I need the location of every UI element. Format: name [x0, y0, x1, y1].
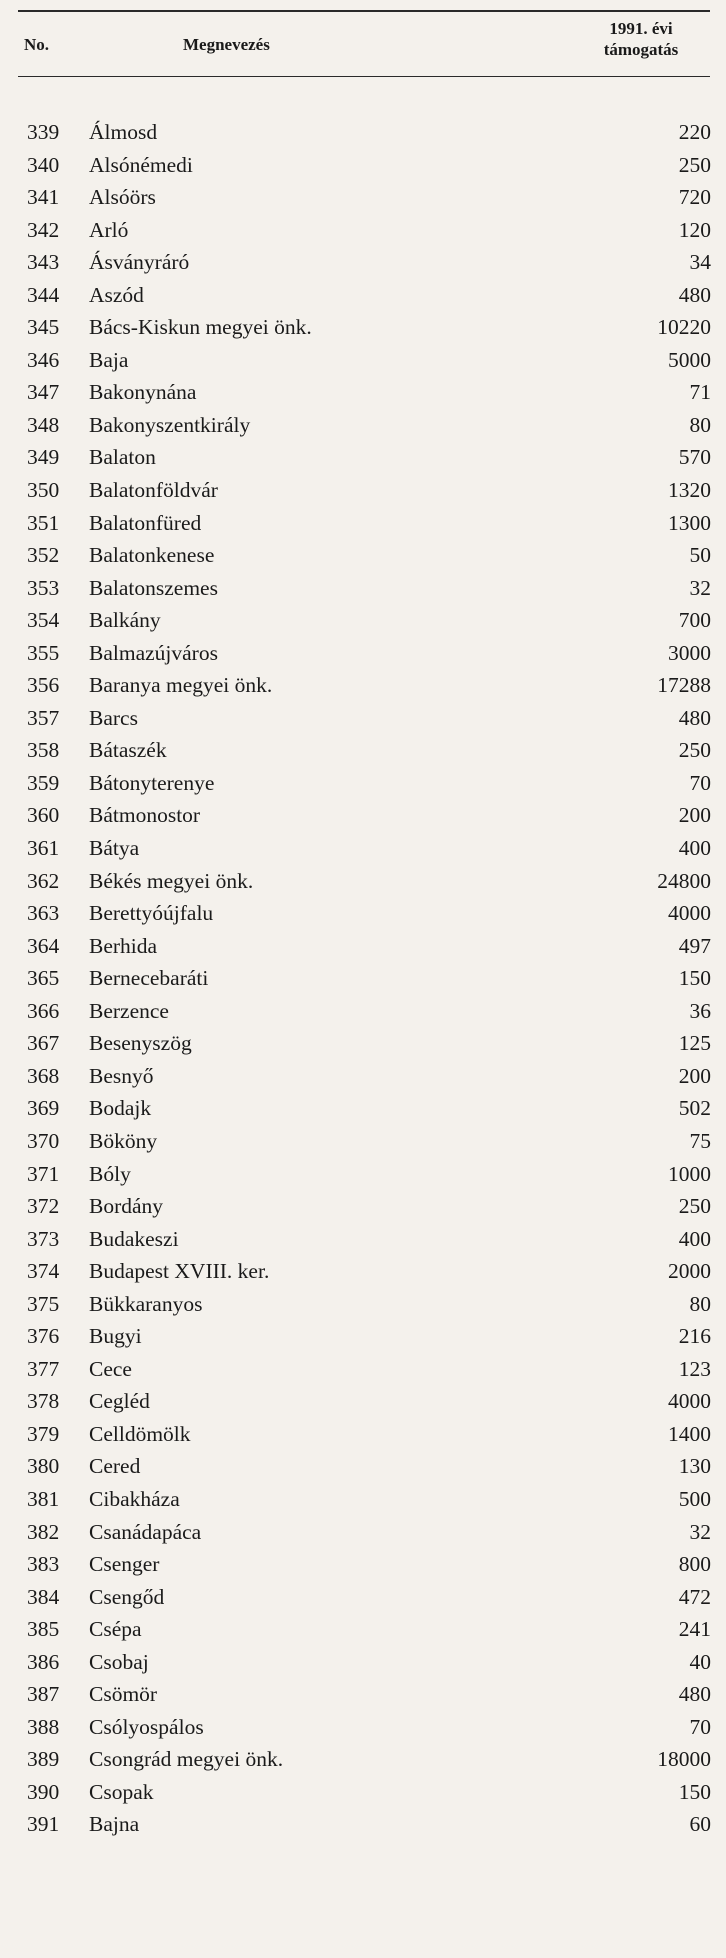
row-name: Balmazújváros	[89, 640, 218, 665]
table-row	[0, 1125, 726, 1158]
table-row	[0, 865, 726, 898]
row-number: 342	[27, 217, 60, 242]
row-name: Alsónémedi	[89, 152, 193, 177]
row-number: 388	[27, 1714, 60, 1739]
row-number: 368	[27, 1063, 60, 1088]
row-number: 372	[27, 1194, 60, 1219]
table-row	[0, 669, 726, 702]
row-name: Bugyi	[89, 1324, 142, 1349]
row-number: 366	[27, 998, 60, 1023]
row-value: 50	[689, 543, 711, 568]
row-name: Bakonyszentkirály	[89, 412, 251, 437]
row-number: 361	[27, 836, 60, 861]
table-row	[0, 1353, 726, 1386]
row-value: 250	[678, 152, 711, 177]
table-row	[0, 376, 726, 409]
row-name: Cegléd	[89, 1389, 150, 1414]
row-number: 354	[27, 608, 60, 633]
row-name: Bács-Kiskun megyei önk.	[89, 315, 312, 340]
row-name: Bátmonostor	[89, 803, 201, 828]
row-name: Cece	[89, 1356, 132, 1381]
table-row	[0, 702, 726, 735]
row-name: Csanádapáca	[89, 1519, 202, 1544]
row-number: 370	[27, 1128, 60, 1153]
row-name: Bóly	[89, 1161, 131, 1186]
row-value: 400	[678, 836, 711, 861]
row-name: Balatonfüred	[89, 510, 202, 535]
row-number: 390	[27, 1779, 60, 1804]
table-row	[0, 1158, 726, 1191]
row-name: Aszód	[89, 282, 144, 307]
row-name: Bükkaranyos	[89, 1291, 203, 1316]
row-name: Álmosd	[89, 120, 158, 144]
table-row	[0, 344, 726, 377]
table-row	[0, 214, 726, 247]
row-value: 71	[689, 380, 711, 405]
row-value: 241	[678, 1617, 711, 1642]
row-value: 472	[678, 1584, 711, 1609]
table-row	[0, 1516, 726, 1549]
row-value: 200	[678, 803, 711, 828]
row-name: Arló	[89, 217, 129, 242]
table-row	[0, 637, 726, 670]
row-number: 351	[27, 510, 60, 535]
row-value: 250	[678, 1194, 711, 1219]
row-value: 1400	[668, 1421, 711, 1446]
table-row	[0, 799, 726, 832]
row-number: 373	[27, 1226, 60, 1251]
row-value: 120	[678, 217, 711, 242]
row-value: 32	[689, 575, 711, 600]
table-row	[0, 149, 726, 182]
table-row	[0, 1743, 726, 1776]
row-value: 400	[678, 1226, 711, 1251]
row-name: Besnyő	[89, 1063, 154, 1088]
row-number: 356	[27, 673, 60, 698]
row-name: Baja	[89, 347, 129, 372]
row-name: Bátya	[89, 836, 140, 861]
table-row	[0, 1190, 726, 1223]
table-row	[0, 930, 726, 963]
row-number: 357	[27, 705, 60, 730]
row-number: 380	[27, 1454, 60, 1479]
row-name: Alsóörs	[89, 185, 156, 210]
row-name: Bakonynána	[89, 380, 197, 405]
row-number: 369	[27, 1096, 60, 1121]
table-row	[0, 1223, 726, 1256]
table-row	[0, 1808, 726, 1841]
row-value: 497	[678, 933, 711, 958]
table-row	[0, 1646, 726, 1679]
row-value: 1320	[668, 478, 711, 503]
row-name: Balaton	[89, 445, 156, 470]
row-name: Csömör	[89, 1682, 158, 1707]
row-value: 34	[689, 250, 711, 275]
row-name: Csépa	[89, 1617, 142, 1642]
row-name: Békés megyei önk.	[89, 868, 254, 893]
row-value: 200	[678, 1063, 711, 1088]
table-row	[0, 1776, 726, 1809]
row-number: 358	[27, 738, 60, 763]
row-value: 1300	[668, 510, 711, 535]
table-row	[0, 1711, 726, 1744]
table-row	[0, 311, 726, 344]
row-number: 352	[27, 543, 60, 568]
table-row	[0, 1288, 726, 1321]
row-name: Csopak	[89, 1779, 154, 1804]
row-number: 359	[27, 770, 60, 795]
row-number: 341	[27, 185, 60, 210]
column-header-support-line2: támogatás	[603, 40, 679, 59]
column-header-name: Megnevezés	[183, 35, 270, 54]
row-number: 350	[27, 478, 60, 503]
table-row	[0, 1418, 726, 1451]
row-name: Bajna	[89, 1812, 140, 1837]
row-number: 389	[27, 1747, 60, 1772]
row-value: 3000	[668, 640, 711, 665]
row-name: Bordány	[89, 1194, 164, 1219]
row-value: 480	[678, 705, 711, 730]
row-value: 150	[678, 966, 711, 991]
row-number: 376	[27, 1324, 60, 1349]
row-name: Cibakháza	[89, 1486, 180, 1511]
row-name: Berettyóújfalu	[89, 901, 214, 926]
row-name: Budakeszi	[89, 1226, 179, 1251]
row-number: 391	[27, 1812, 60, 1837]
table-row	[0, 1678, 726, 1711]
row-number: 343	[27, 250, 60, 275]
row-name: Balatonföldvár	[89, 478, 218, 503]
row-name: Csenger	[89, 1552, 160, 1577]
row-number: 387	[27, 1682, 60, 1707]
row-value: 216	[678, 1324, 711, 1349]
row-number: 364	[27, 933, 60, 958]
row-name: Bernecebaráti	[89, 966, 209, 991]
row-value: 36	[689, 998, 711, 1023]
row-value: 70	[689, 770, 711, 795]
column-header-support-line1: 1991. évi	[609, 19, 673, 38]
row-number: 381	[27, 1486, 60, 1511]
table-row	[0, 962, 726, 995]
row-number: 353	[27, 575, 60, 600]
row-value: 5000	[668, 347, 711, 372]
row-value: 24800	[657, 868, 711, 893]
table-row	[0, 1450, 726, 1483]
header-bottom-rule	[18, 76, 710, 77]
table-row	[0, 1385, 726, 1418]
table-row	[0, 572, 726, 605]
row-name: Budapest XVIII. ker.	[89, 1259, 270, 1284]
table-row	[0, 832, 726, 865]
table-row	[0, 734, 726, 767]
header-top-rule	[18, 10, 710, 12]
row-value: 220	[678, 120, 711, 144]
row-value: 125	[678, 1031, 711, 1056]
row-name: Bodajk	[89, 1096, 152, 1121]
row-name: Celldömölk	[89, 1421, 191, 1446]
table-row	[0, 1613, 726, 1646]
row-number: 362	[27, 868, 60, 893]
row-name: Bátonyterenye	[89, 770, 215, 795]
table-row	[0, 1060, 726, 1093]
row-number: 339	[27, 120, 60, 144]
row-number: 385	[27, 1617, 60, 1642]
row-number: 374	[27, 1259, 60, 1284]
row-value: 2000	[668, 1259, 711, 1284]
table-row	[0, 409, 726, 442]
row-number: 367	[27, 1031, 60, 1056]
row-number: 378	[27, 1389, 60, 1414]
row-name: Csobaj	[89, 1649, 149, 1674]
row-number: 346	[27, 347, 60, 372]
row-number: 365	[27, 966, 60, 991]
row-value: 4000	[668, 1389, 711, 1414]
row-name: Csólyospálos	[89, 1714, 204, 1739]
row-value: 10220	[657, 315, 711, 340]
row-value: 502	[678, 1096, 711, 1121]
row-name: Bátaszék	[89, 738, 167, 763]
row-value: 80	[689, 412, 711, 437]
row-number: 386	[27, 1649, 60, 1674]
table-row	[0, 1548, 726, 1581]
row-value: 17288	[657, 673, 711, 698]
row-value: 18000	[657, 1747, 711, 1772]
row-name: Bököny	[89, 1128, 158, 1153]
row-number: 383	[27, 1552, 60, 1577]
row-name: Berzence	[89, 998, 169, 1023]
row-name: Cered	[89, 1454, 141, 1479]
row-name: Balkány	[89, 608, 161, 633]
row-name: Csongrád megyei önk.	[89, 1747, 284, 1772]
row-number: 347	[27, 380, 60, 405]
row-value: 570	[678, 445, 711, 470]
row-number: 375	[27, 1291, 60, 1316]
row-name: Balatonkenese	[89, 543, 215, 568]
row-number: 382	[27, 1519, 60, 1544]
row-number: 349	[27, 445, 60, 470]
row-name: Balatonszemes	[89, 575, 218, 600]
row-value: 123	[678, 1356, 711, 1381]
table-row	[0, 1320, 726, 1353]
row-number: 340	[27, 152, 60, 177]
row-number: 360	[27, 803, 60, 828]
row-value: 130	[678, 1454, 711, 1479]
table-row	[0, 604, 726, 637]
row-number: 371	[27, 1161, 60, 1186]
row-name: Ásványráró	[89, 250, 190, 275]
row-number: 363	[27, 901, 60, 926]
table-row	[0, 539, 726, 572]
table-row	[0, 767, 726, 800]
table-row	[0, 474, 726, 507]
row-name: Besenyszög	[89, 1031, 192, 1056]
row-value: 480	[678, 282, 711, 307]
row-name: Baranya megyei önk.	[89, 673, 273, 698]
row-value: 480	[678, 1682, 711, 1707]
table-row	[0, 116, 726, 149]
row-number: 384	[27, 1584, 60, 1609]
table-row	[0, 1255, 726, 1288]
row-number: 377	[27, 1356, 60, 1381]
row-value: 70	[689, 1714, 711, 1739]
row-name: Barcs	[89, 705, 138, 730]
row-value: 4000	[668, 901, 711, 926]
table-row	[0, 995, 726, 1028]
column-header-support	[586, 18, 696, 60]
row-number: 348	[27, 412, 60, 437]
row-number: 344	[27, 282, 60, 307]
column-header-no: No.	[24, 35, 50, 54]
table-row	[0, 1092, 726, 1125]
table-row	[0, 1581, 726, 1614]
table-row	[0, 246, 726, 279]
row-number: 355	[27, 640, 60, 665]
row-name: Csengőd	[89, 1584, 165, 1609]
row-value: 800	[678, 1552, 711, 1577]
row-name: Berhida	[89, 933, 158, 958]
table-row	[0, 1027, 726, 1060]
row-value: 500	[678, 1486, 711, 1511]
table-row	[0, 507, 726, 540]
row-value: 720	[678, 185, 711, 210]
table-row	[0, 1483, 726, 1516]
row-value: 80	[689, 1291, 711, 1316]
row-value: 700	[678, 608, 711, 633]
row-value: 60	[689, 1812, 711, 1837]
row-value: 1000	[668, 1161, 711, 1186]
table-row	[0, 279, 726, 312]
row-number: 379	[27, 1421, 60, 1446]
table-row	[0, 181, 726, 214]
row-value: 32	[689, 1519, 711, 1544]
row-value: 75	[689, 1128, 711, 1153]
row-value: 250	[678, 738, 711, 763]
row-value: 40	[689, 1649, 711, 1674]
table-row	[0, 441, 726, 474]
row-value: 150	[678, 1779, 711, 1804]
table-body	[0, 116, 726, 1841]
row-number: 345	[27, 315, 60, 340]
table-row	[0, 897, 726, 930]
